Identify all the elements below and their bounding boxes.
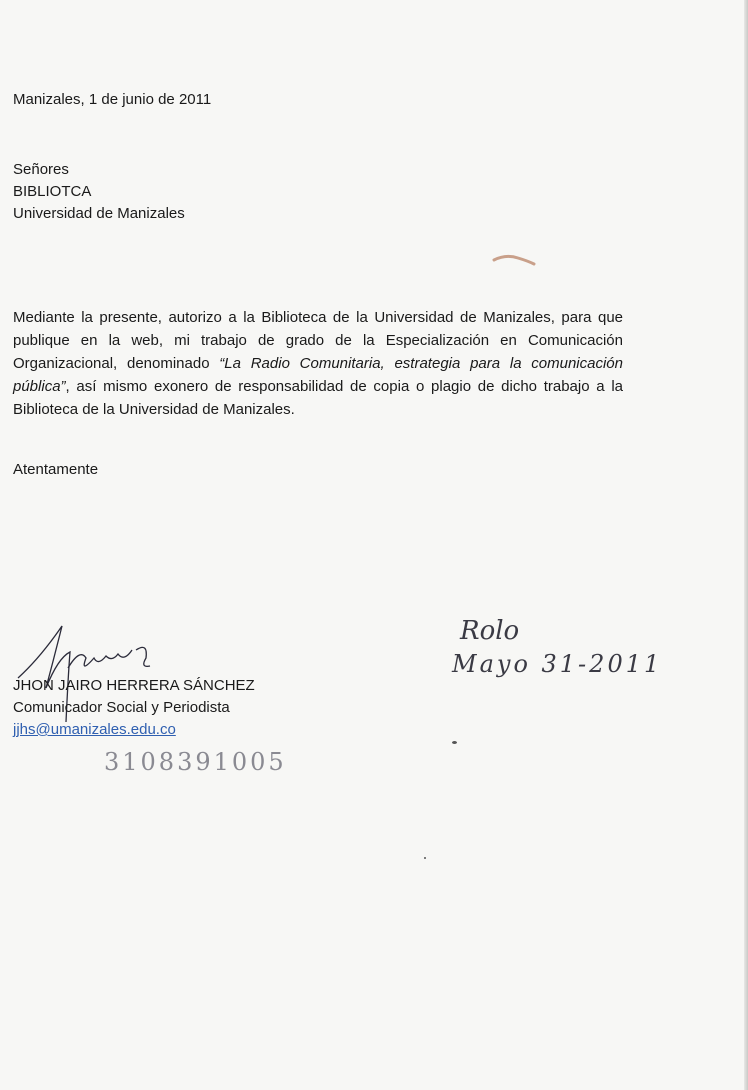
signer-title: Comunicador Social y Periodista: [13, 699, 230, 716]
scan-speck: [424, 857, 426, 859]
date-line: Manizales, 1 de junio de 2011: [13, 91, 212, 108]
body-text-part2: , así mismo exonero de responsabilidad de copia o plagio de dicho trabajo a la Biblioteca de la Universidad de Manizales.: [13, 378, 623, 418]
salutation: Señores: [13, 161, 69, 178]
paper-stain-mark: [492, 252, 536, 266]
handwritten-phone-number: 3108391005: [104, 748, 287, 776]
scan-speck: [452, 741, 457, 744]
handwritten-received-date: Mayo 31-2011: [452, 650, 663, 678]
handwritten-received-note: Rolo: [460, 616, 520, 646]
signer-email-link[interactable]: jjhs@umanizales.edu.co: [13, 721, 176, 738]
body-paragraph: [13, 306, 623, 421]
recipient-department: BIBLIOTCA: [13, 183, 92, 200]
closing: Atentamente: [13, 461, 99, 478]
signer-name: JHON JAIRO HERRERA SÁNCHEZ: [13, 677, 255, 694]
page-edge-shadow: [744, 0, 748, 1090]
body-text-part1: Mediante la presente, autorizo a la Biblioteca de la Universidad de Manizales, para que publique en la web, mi trabajo de grado de la Especialización en Comunicación Organizacional, denominado: [13, 309, 623, 372]
recipient-institution: Universidad de Manizales: [13, 205, 185, 222]
thesis-title: “La Radio Comunitaria, estrategia para la comunicación pública”: [13, 355, 623, 395]
